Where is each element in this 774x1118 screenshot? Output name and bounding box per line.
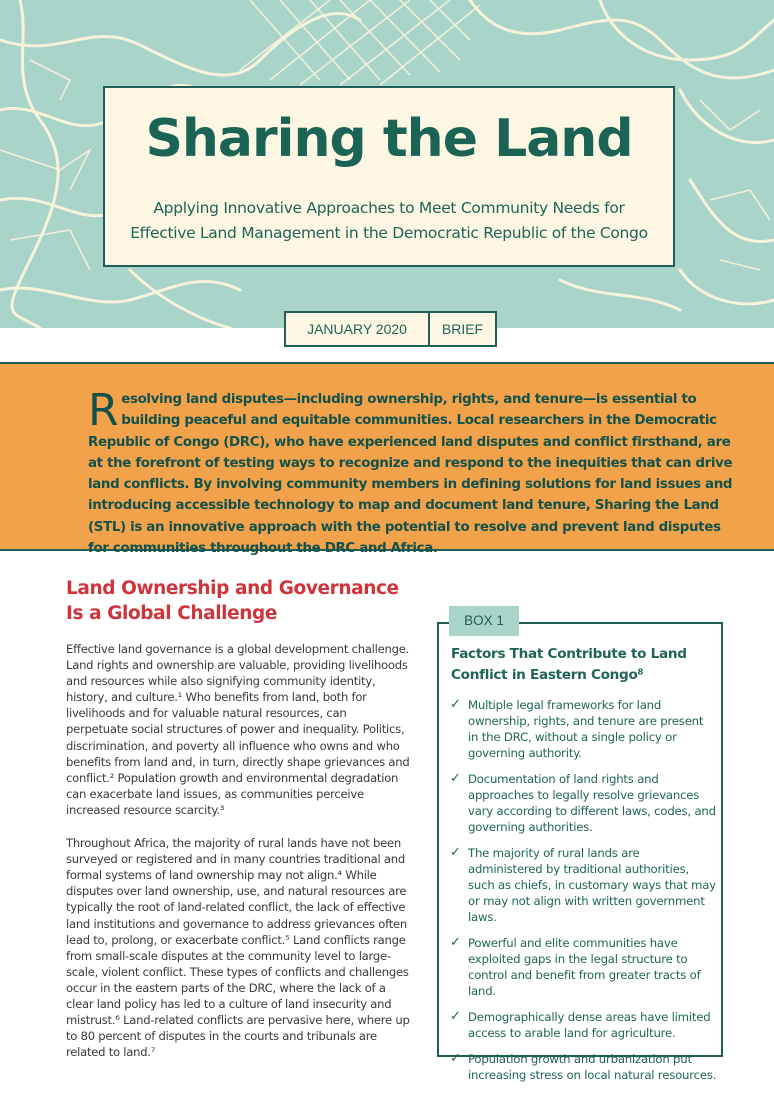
list-item bbox=[449, 845, 717, 925]
checkmark-icon: ✓ bbox=[450, 697, 461, 712]
checkmark-icon: ✓ bbox=[450, 845, 461, 860]
box-label: BOX 1 bbox=[449, 606, 519, 636]
lead-paragraph bbox=[88, 385, 738, 559]
lead-text: esolving land disputes—including ownership, rights, and tenure—is essential to building peaceful and equitable communities. Local researchers in the Democratic Republic of Congo (DRC), who have experienced land disputes and conflict firsthand, are at the forefront of testing ways to recognize and respond to the inequities that can drive land conflicts. By involving community members in defining solutions for land issues and introducing accessible technology to map and document land tenure, Sharing the Land (STL) is an innovative approach with the potential to resolve and prevent land disputes for communities throughout the DRC and Africa. bbox=[88, 392, 733, 557]
list-item-text: Documentation of land rights and approaches to legally resolve grievances vary according to different laws, codes, and governing authorities. bbox=[468, 772, 716, 834]
checkmark-icon: ✓ bbox=[450, 1051, 461, 1066]
list-item-text: Powerful and elite communities have exploited gaps in the legal structure to control and benefit from greater tracts of land. bbox=[468, 936, 701, 998]
list-item-text: Population growth and urbanization put increasing stress on local natural resources. bbox=[468, 1052, 717, 1082]
page-subtitle: Applying Innovative Approaches to Meet Community Needs for Effective Land Management in the Democratic Republic of the Congo bbox=[130, 199, 648, 242]
list-item bbox=[449, 1009, 717, 1041]
body-column bbox=[66, 641, 411, 1077]
list-item bbox=[449, 935, 717, 999]
document-type: BRIEF bbox=[428, 311, 497, 347]
body-paragraph: Throughout Africa, the majority of rural lands have not been surveyed or registered and in many countries traditional and formal systems of land ownership may not align.⁴ While disputes over land ownership, use, and natural resources are typically the root of land-related conflict, the lack of effective land institutions and governance to address grievances often lead to, prolong, or exacerbate conflict.⁵ Land conflicts range from small-scale disputes at the community level to large-scale, violent conflict. These types of conflicts and challenges occur in the eastern parts of the DRC, where the lack of a clear land policy has led to a culture of land insecurity and mistrust.⁶ Land-related conflicts are pervasive here, where up to 80 percent of disputes in the courts and tribunals are related to land.⁷ bbox=[66, 836, 410, 1060]
drop-cap: R bbox=[88, 385, 119, 436]
page-title: Sharing the Land bbox=[145, 109, 633, 169]
list-item-text: The majority of rural lands are administered by traditional authorities, such as chiefs, in customary ways that may or may not align with written government laws. bbox=[468, 846, 716, 924]
publication-date: JANUARY 2020 bbox=[284, 311, 430, 347]
checkmark-icon: ✓ bbox=[450, 1009, 461, 1024]
checkmark-icon: ✓ bbox=[450, 935, 461, 950]
section-heading: Land Ownership and Governance Is a Global Challenge bbox=[66, 578, 399, 624]
cover-header bbox=[0, 0, 774, 362]
list-item-text: Multiple legal frameworks for land ownership, rights, and tenure are present in the DRC, without a single policy or governing authority. bbox=[468, 698, 704, 760]
checkmark-icon: ✓ bbox=[450, 771, 461, 786]
list-item bbox=[449, 697, 717, 761]
list-item bbox=[449, 771, 717, 835]
list-item bbox=[449, 1051, 717, 1083]
lead-banner bbox=[0, 362, 774, 557]
box-title: Factors That Contribute to Land Conflict in Eastern Congo⁸ bbox=[451, 646, 687, 683]
title-box bbox=[103, 86, 675, 267]
body-paragraph: Effective land governance is a global development challenge. Land rights and ownership are valuable, providing livelihoods and resources while also signifying community identity, history, and culture.¹ Who benefits from land, both for livelihoods and for valuable natural resources, can perpetuate social structures of power and inequality. Politics, discrimination, and poverty all influence who owns and who benefits from land and, in turn, directly shape grievances and conflict.² Population growth and environmental degradation can exacerbate land issues, as communities perceive increased resource scarcity.³ bbox=[66, 642, 410, 817]
box-list bbox=[449, 697, 717, 1093]
list-item-text: Demographically dense areas have limited access to arable land for agriculture. bbox=[468, 1010, 711, 1040]
